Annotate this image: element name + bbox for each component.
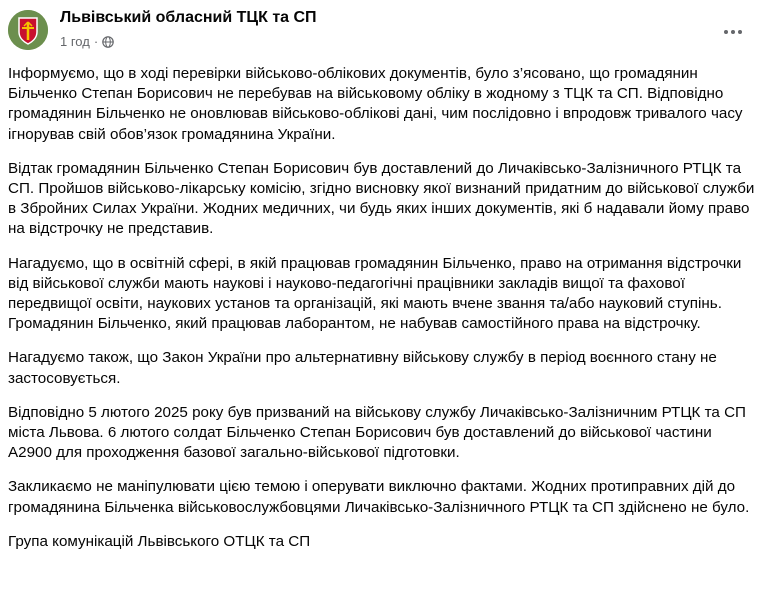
post-paragraph: Відповідно 5 лютого 2025 року був призваний на військову службу Личаківсько-Залізничним РТЦК та СП міста Львова. 6 лютого солдат Більченко Степан Борисович був доставлений до військової частини А2900 для проходження базової загально-військової підготовки.	[8, 403, 746, 462]
post-meta	[60, 34, 114, 49]
more-horizontal-icon	[724, 30, 742, 34]
post-paragraph: Відтак громадянин Більченко Степан Борисович був доставлений до Личаківсько-Залізничного РТЦК та СП. Пройшов військово-лікарську комісію, згідно висновку якої визнаний придатним до військової служби в Збройних Силах України. Жодних медичних, чи будь яких інших документів, які б надавали йому право на відстрочку не представив.	[8, 159, 755, 238]
page-avatar[interactable]	[8, 10, 48, 50]
shield-emblem-icon	[8, 10, 48, 50]
post-paragraph: Закликаємо не маніпулювати цією темою і оперувати виключно фактами. Жодних протиправних дій до громадянина Більченка військовослужбовцями Личаківсько-Залізничного РТЦК та СП здійснено не було.	[8, 478, 750, 516]
page-name-link[interactable]: Львівський обласний ТЦК та СП	[60, 9, 317, 26]
meta-separator: ·	[93, 34, 99, 49]
globe-icon[interactable]	[102, 36, 114, 48]
post-message	[8, 64, 756, 552]
post-paragraph: Нагадуємо також, що Закон України про альтернативну військову службу в період воєнного стану не застосовується.	[8, 349, 717, 387]
post-header	[8, 8, 753, 56]
more-options-button[interactable]	[715, 14, 751, 50]
post-signature: Група комунікацій Львівського ОТЦК та СП	[8, 532, 311, 550]
post-paragraph: Нагадуємо, що в освітній сфері, в якій працював громадянин Більченко, право на отримання відстрочки від військової служби мають наукові і науково-педагогічні працівники закладів вищої та фахової передвищої освіти, наукових установ та організацій, які мають вчене звання та/або науковий ступінь. Громадянин Більченко, який працював лаборантом, не набував самостійного права на відстрочку.	[8, 254, 742, 333]
post-paragraph: Інформуємо, що в ході перевірки військово-облікових документів, було з’ясовано, що громадянин Більченко Степан Борисович не перебував на військовому обліку в жодному з ТЦК та СП. Відповідно громадянин Більченко не оновлював військово-облікові дані, чим послідовно і впродовж тривалого часу ігнорував свій обов’язок громадянина України.	[8, 65, 743, 143]
post-timestamp[interactable]: 1 год	[60, 34, 90, 49]
